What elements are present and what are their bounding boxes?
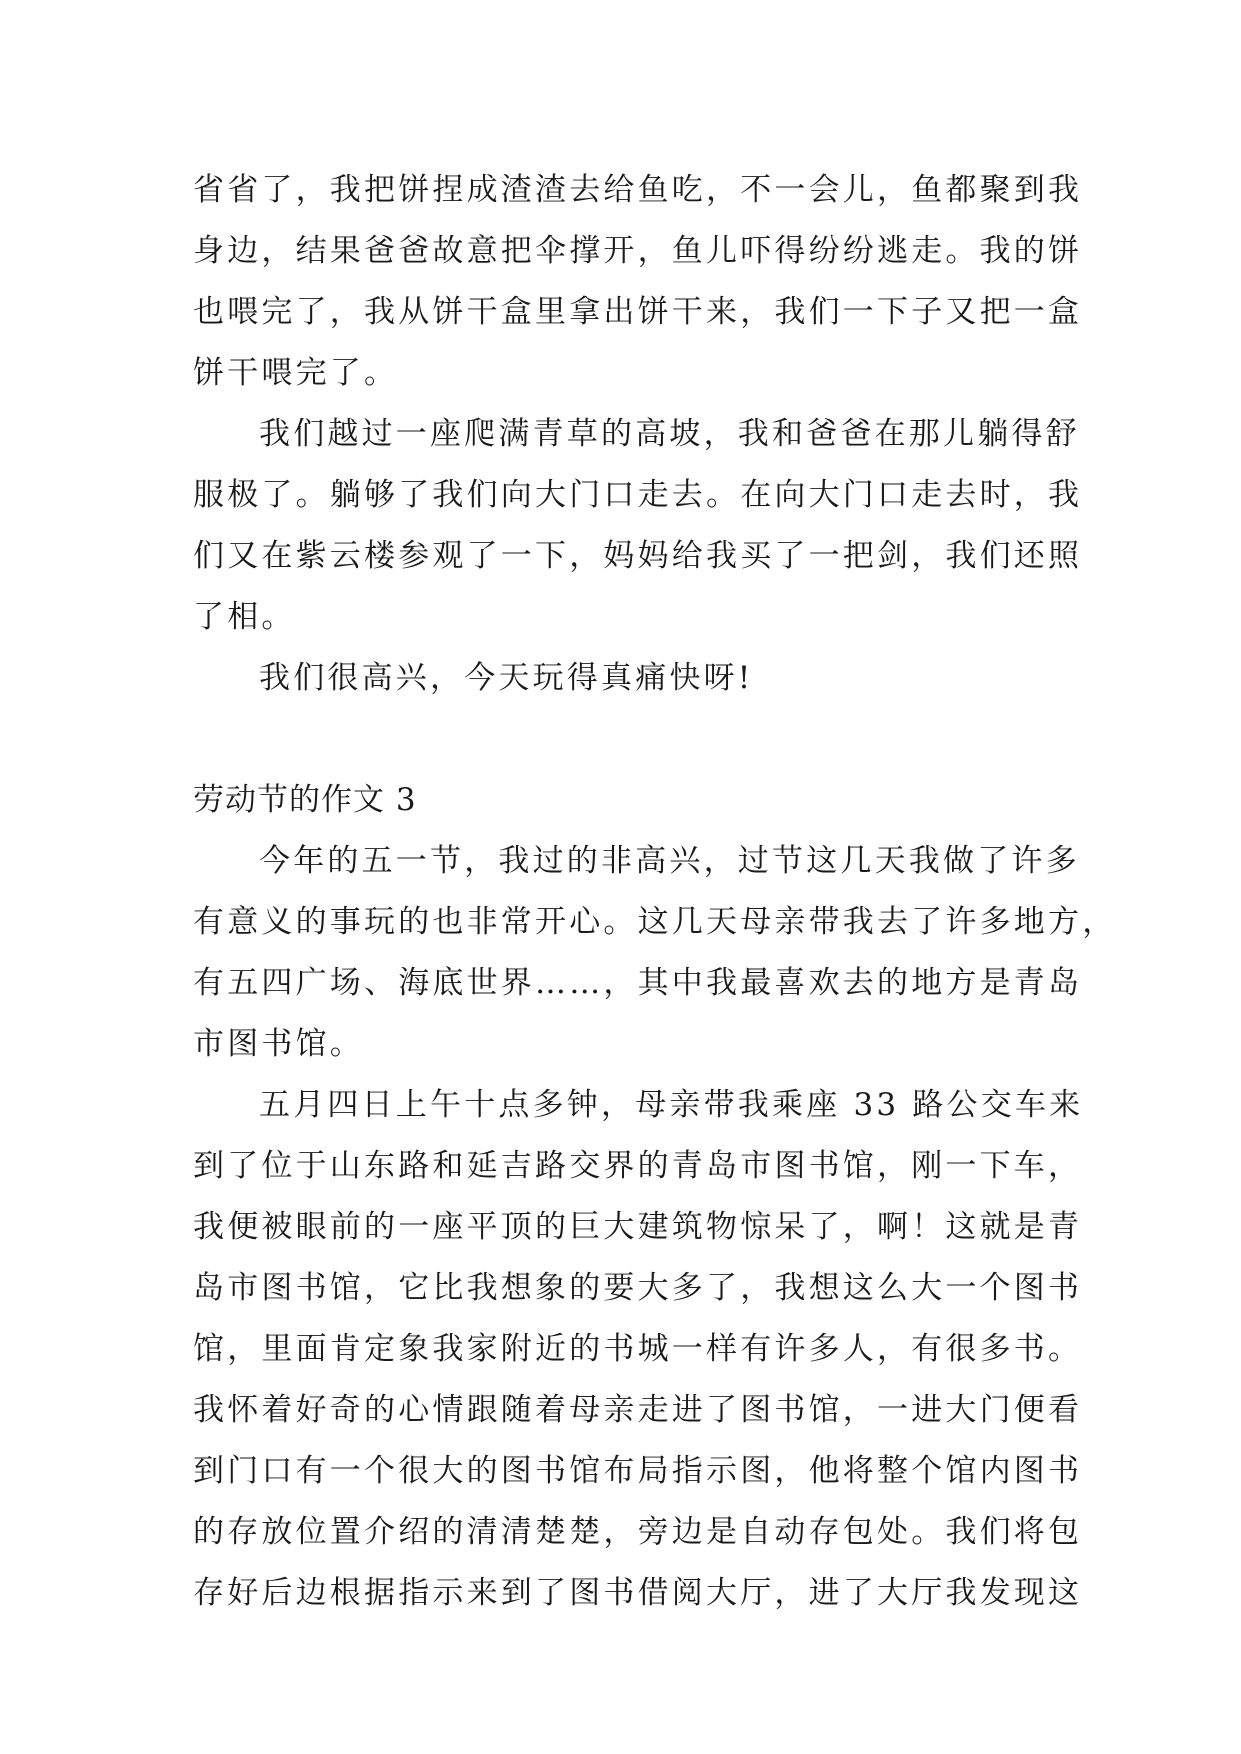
text-line: 岛市图书馆，它比我想象的要大多了，我想这么大一个图书 — [193, 1270, 1083, 1306]
text-line: 到门口有一个很大的图书馆布局指示图，他将整个馆内图书 — [193, 1453, 1083, 1489]
section-heading: 劳动节的作文 3 — [193, 782, 417, 818]
text-line: 的存放位置介绍的清清楚楚，旁边是自动存包处。我们将包 — [193, 1514, 1083, 1550]
text-line: 身边，结果爸爸故意把伞撑开，鱼儿吓得纷纷逃走。我的饼 — [193, 233, 1083, 269]
text-line: 省省了，我把饼捏成渣渣去给鱼吃，不一会儿，鱼都聚到我 — [193, 172, 1083, 208]
text-line: 到了位于山东路和延吉路交界的青岛市图书馆，刚一下车， — [193, 1148, 1083, 1184]
blank-line — [193, 709, 1053, 770]
document-body — [193, 160, 1117, 1624]
text-line: 馆，里面肯定象我家附近的书城一样有许多人，有很多书。 — [193, 1331, 1083, 1367]
text-line: 我便被眼前的一座平顶的巨大建筑物惊呆了，啊！这就是青 — [193, 1209, 1083, 1245]
paragraph-first-line: 我们越过一座爬满青草的高坡，我和爸爸在那儿躺得舒 — [259, 416, 1080, 452]
text-line: 市图书馆。 — [193, 1026, 364, 1062]
paragraph-first-line: 我们很高兴，今天玩得真痛快呀! — [259, 660, 754, 696]
paragraph-first-line: 今年的五一节，我过的非高兴，过节这几天我做了许多 — [259, 843, 1080, 879]
paragraph-first-line: 五月四日上午十点多钟，母亲带我乘座 33 路公交车来 — [259, 1087, 1084, 1123]
text-line: 们又在紫云楼参观了一下，妈妈给我买了一把剑，我们还照 — [193, 538, 1083, 574]
text-line: 了相。 — [193, 599, 296, 635]
text-line: 存好后边根据指示来到了图书借阅大厅，进了大厅我发现这 — [193, 1575, 1083, 1611]
text-line: 我怀着好奇的心情跟随着母亲走进了图书馆，一进大门便看 — [193, 1392, 1083, 1428]
text-line: 服极了。躺够了我们向大门口走去。在向大门口走去时，我 — [193, 477, 1083, 513]
text-line: 有意义的事玩的也非常开心。这几天母亲带我去了许多地方， — [193, 904, 1117, 940]
text-line: 有五四广场、海底世界……，其中我最喜欢去的地方是青岛 — [193, 965, 1083, 1001]
text-line: 也喂完了，我从饼干盒里拿出饼干来，我们一下子又把一盒 — [193, 294, 1083, 330]
text-line: 饼干喂完了。 — [193, 355, 399, 391]
